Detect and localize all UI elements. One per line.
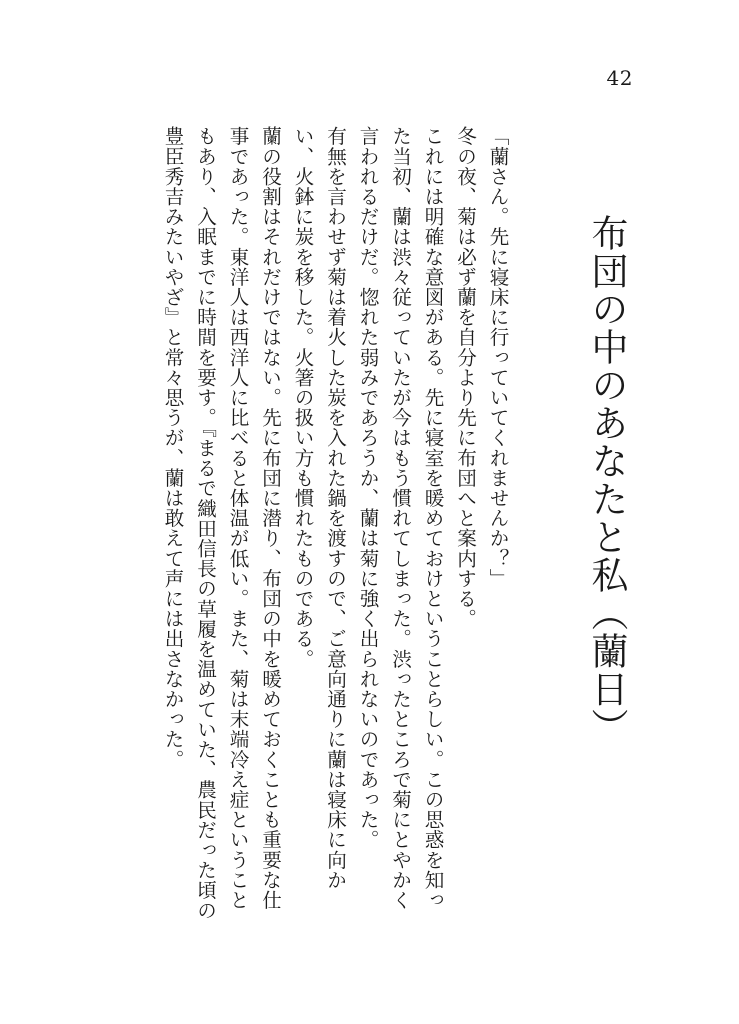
paragraph-winter-night: 冬の夜、菊は必ず蘭を自分より先に布団へと案内する。 [453,126,477,629]
paragraph-dialogue: 「蘭さん。先に寝床に行っていてくれませんか？」 [486,126,509,589]
page-number: 42 [606,66,633,90]
body-text [161,126,513,926]
paragraph-intention: これには明確な意図がある。先に寝室を暖めておけということらしい。この思惑を知った当初、蘭は渋々従っていたが今はもう慣れてしまった。渋ったところで菊にとやかく言われるだけだ。惚れた弱みであろうか、蘭は菊に強く出られないのであった。 [356,126,444,910]
paragraph-role: 蘭の役割はそれだけではない。先に布団に潜り、布団の中を暖めておくことも重要な仕事であった。東洋人は西洋人に比べると体温が低い。また、菊は末端冷え症ということもあり、入眠までに時間を要す。『まるで織田信長の草履を温めていた、農民だった頃の豊臣秀吉みたいやざ』と常々思うが、蘭は敢えて声には出さなかった。 [161,126,282,921]
paragraph-brazier: 有無を言わせず菊は着火した炭を入れた鍋を渡すので、ご意向通りに蘭は寝床に向かい、火鉢に炭を移した。火箸の扱い方も慣れたものである。 [291,126,347,890]
chapter-title: 布団の中のあなたと私（蘭日） [585,214,628,746]
